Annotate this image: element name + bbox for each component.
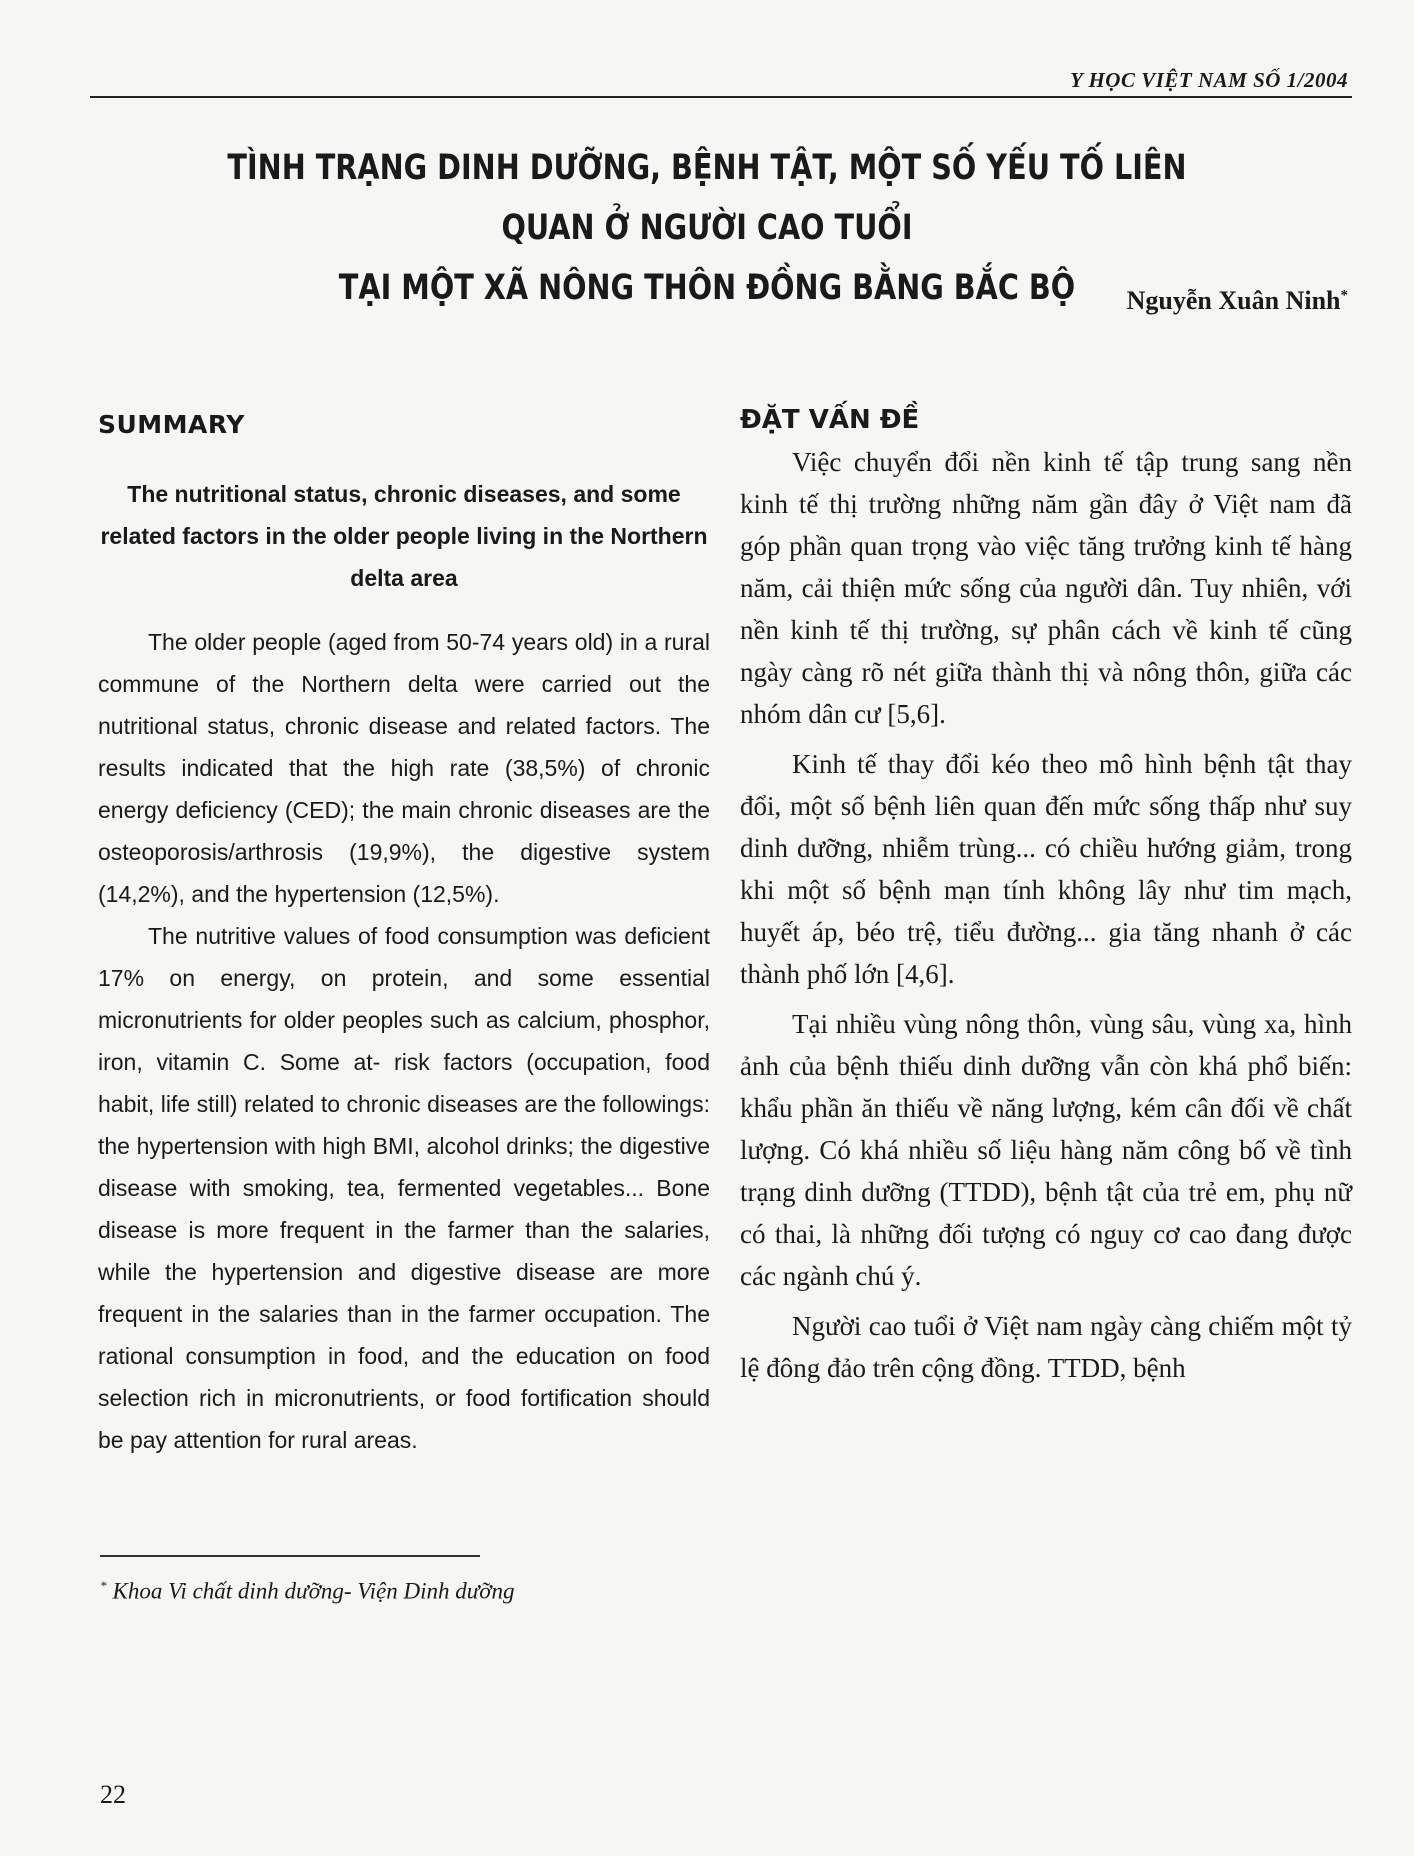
author-name: Nguyễn Xuân Ninh	[1126, 286, 1341, 315]
article-title	[176, 138, 1237, 318]
journal-header: Y HỌC VIỆT NAM SỐ 1/2004	[1070, 68, 1348, 92]
footnote	[100, 1578, 515, 1605]
abstract-paragraph: The nutritive values of food consumption was deficient 17% on energy, on protein, and some essential micronutrients for older peoples such as calcium, phosphor, iron, vitamin C. Some at- risk factors (occupation, food habit, life still) related to chronic diseases are the followings: the hypertension with high BMI, alcohol drinks; the digestive disease with smoking, tea, fermented vegetables... Bone disease is more frequent in the farmer than the salaries, while the hypertension and digestive disease are more frequent in the salaries than in the farmer occupation. The rational consumption in food, and the education on food selection rich in micronutrients, or food fortification should be pay attention for rural areas.	[98, 923, 710, 1453]
intro-column	[740, 405, 1352, 1397]
summary-title: The nutritional status, chronic diseases, and some related factors in the older people living in the Northern delta area	[100, 481, 708, 591]
footnote-rule	[100, 1555, 480, 1557]
body-paragraph: Kinh tế thay đổi kéo theo mô hình bệnh tật thay đổi, một số bệnh liên quan đến mức sống thấp như suy dinh dưỡng, nhiễm trùng... có chiều hướng giảm, trong khi một số bệnh mạn tính không lây như tim mạch, huyết áp, béo trệ, tiểu đường... gia tăng nhanh ở các thành phố lớn [4,6].	[740, 749, 1352, 989]
section-heading: ĐẶT VẤN ĐỀ	[740, 405, 920, 435]
title-line-1: TÌNH TRẠNG DINH DƯỠNG, BỆNH TẬT, MỘT SỐ YẾU TỐ LIÊN QUAN Ở NGƯỜI CAO TUỔI	[227, 148, 1187, 248]
author	[1127, 286, 1348, 316]
author-mark: *	[1340, 287, 1348, 304]
body-paragraph: Người cao tuổi ở Việt nam ngày càng chiếm một tỷ lệ đông đảo trên cộng đồng. TTDD, bệnh	[740, 1311, 1352, 1383]
body-paragraph: Việc chuyển đổi nền kinh tế tập trung sang nền kinh tế thị trường những năm gần đây ở Việt nam đã góp phần quan trọng vào việc tăng trưởng kinh tế hàng năm, cải thiện mức sống của người dân. Tuy nhiên, với nền kinh tế thị trường, sự phân cách về kinh tế cũng ngày càng rõ nét giữa thành thị và nông thôn, giữa các nhóm dân cư [5,6].	[740, 447, 1352, 729]
summary-column	[98, 410, 710, 1461]
footnote-mark: *	[100, 1578, 107, 1593]
page-number: 22	[100, 1780, 126, 1809]
title-line-2: TẠI MỘT XÃ NÔNG THÔN ĐỒNG BẰNG BẮC BỘ	[338, 268, 1076, 308]
footnote-text: Khoa Vi chất dinh dưỡng- Viện Dinh dưỡng	[112, 1578, 515, 1604]
header-rule	[90, 96, 1352, 98]
body-paragraph: Tại nhiều vùng nông thôn, vùng sâu, vùng xa, hình ảnh của bệnh thiếu dinh dưỡng vẫn còn khá phổ biến: khẩu phần ăn thiếu về năng lượng, kém cân đối về chất lượng. Có khá nhiều số liệu hàng năm công bố về tình trạng dinh dưỡng (TTDD), bệnh tật của trẻ em, phụ nữ có thai, là những đối tượng có nguy cơ cao đang được các ngành chú ý.	[740, 1009, 1352, 1291]
abstract-paragraph: The older people (aged from 50-74 years old) in a rural commune of the Northern delta were carried out the nutritional status, chronic disease and related factors. The results indicated that the high rate (38,5%) of chronic energy deficiency (CED); the main chronic diseases are the osteoporosis/arthrosis (19,9%), the digestive system (14,2%), and the hypertension (12,5%).	[98, 629, 710, 907]
summary-heading: SUMMARY	[98, 410, 245, 439]
